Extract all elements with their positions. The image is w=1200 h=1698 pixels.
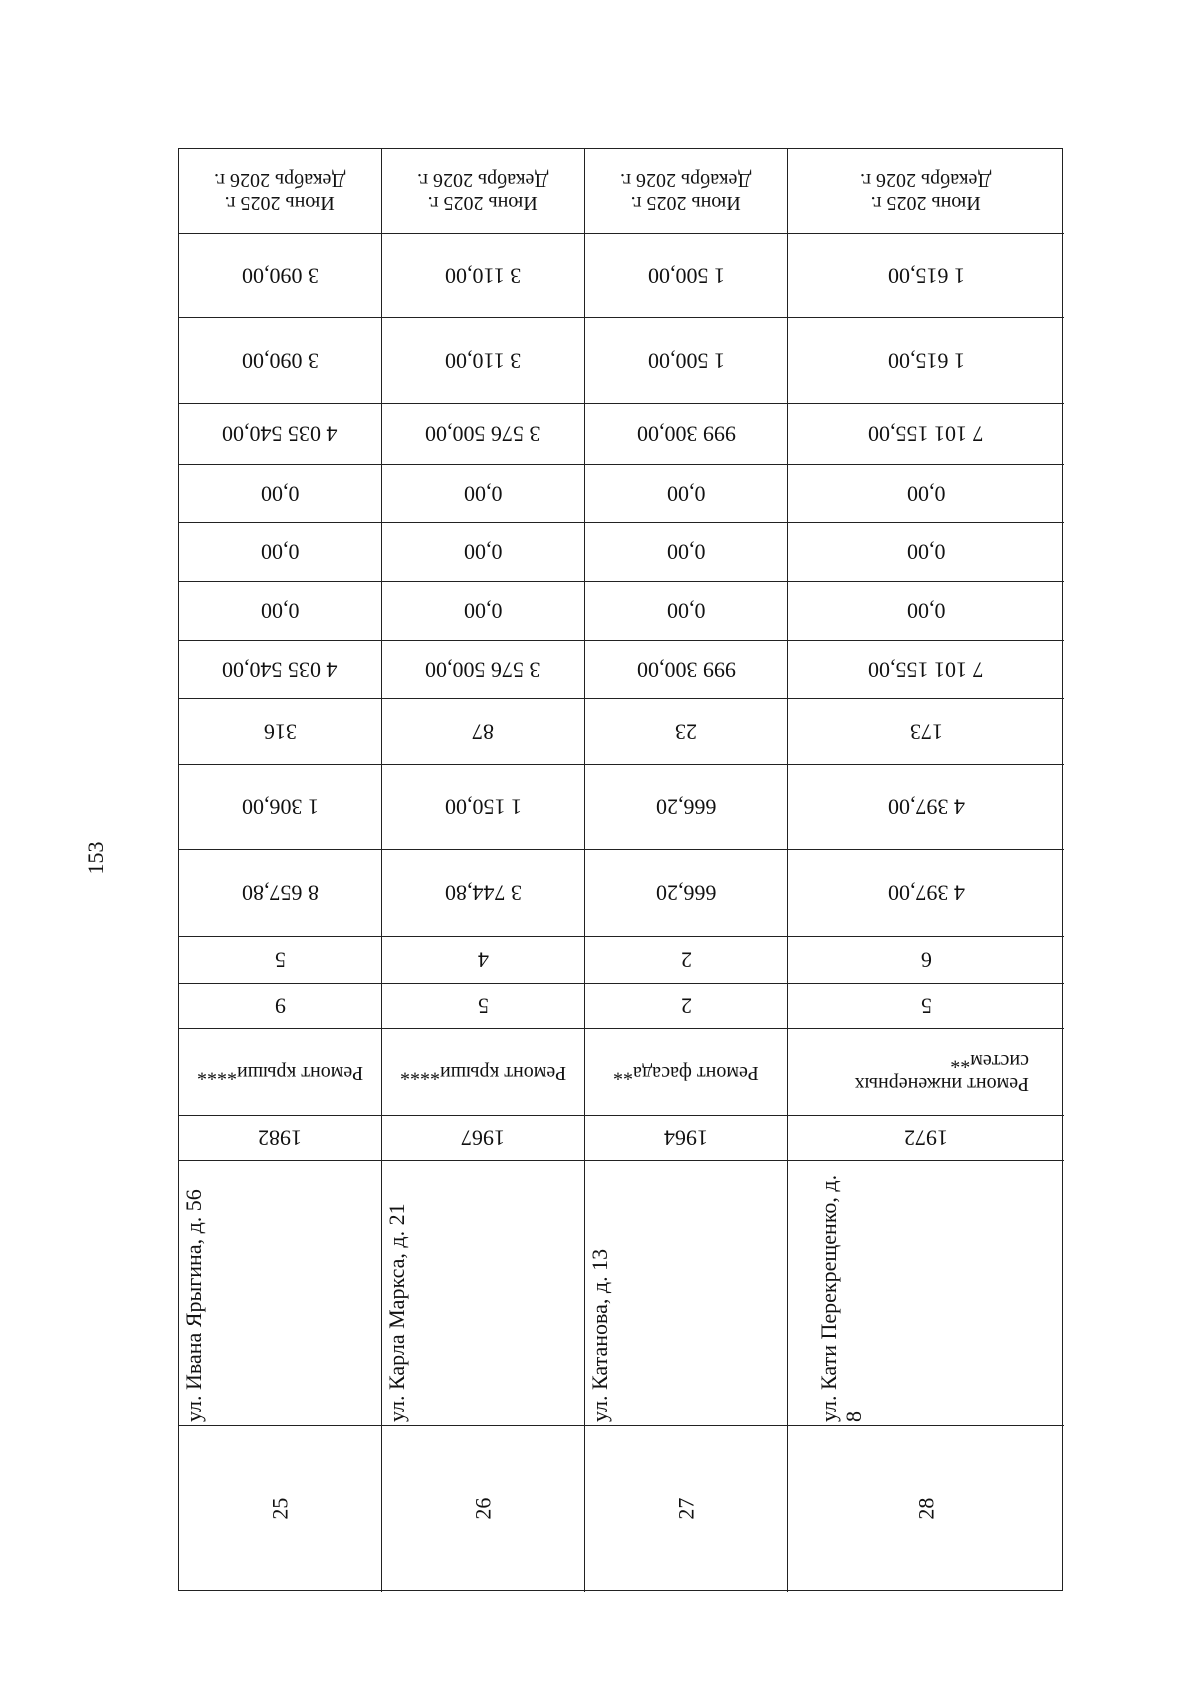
cell-work-28 xyxy=(788,1029,1064,1116)
cell-year-25 xyxy=(179,1116,382,1161)
work-type: Ремонт фасада** xyxy=(613,1061,759,1084)
cell-v-j-25 xyxy=(179,404,382,465)
building-address: ул. Карла Маркса, д. 21 xyxy=(383,1203,409,1422)
value-v-f: 999 300,00 xyxy=(636,657,736,683)
value-v-d: 1 150,00 xyxy=(444,794,522,820)
cell-v-f-26 xyxy=(382,641,585,699)
cell-v-a-26 xyxy=(382,984,585,1029)
value-v-f: 4 035 540,00 xyxy=(222,657,338,683)
cell-v-c-25 xyxy=(179,850,382,937)
cell-v-a-28 xyxy=(788,984,1064,1029)
value-v-l: 1 500,00 xyxy=(647,263,725,289)
cell-v-l-25 xyxy=(179,234,382,318)
cell-v-b-27 xyxy=(585,937,788,984)
value-v-j: 7 101 155,00 xyxy=(868,421,984,447)
cell-v-a-27 xyxy=(585,984,788,1029)
value-v-e: 173 xyxy=(909,719,943,745)
cell-v-d-27 xyxy=(585,765,788,850)
value-v-b: 5 xyxy=(274,947,286,973)
cell-period-27 xyxy=(585,149,788,234)
value-v-c: 3 744,80 xyxy=(444,880,522,906)
value-v-c: 666,20 xyxy=(655,880,717,906)
cell-v-d-28 xyxy=(788,765,1064,850)
value-v-g: 0,00 xyxy=(260,598,300,624)
building-address: ул. Ивана Ярыгина, д. 56 xyxy=(180,1189,206,1422)
cell-period-25 xyxy=(179,149,382,234)
cell-v-j-28 xyxy=(788,404,1064,465)
value-v-k: 1 615,00 xyxy=(887,348,965,374)
work-period xyxy=(417,168,548,214)
cell-v-e-27 xyxy=(585,699,788,765)
cell-v-b-25 xyxy=(179,937,382,984)
value-year: 1982 xyxy=(258,1125,302,1151)
value-v-a: 9 xyxy=(274,993,286,1019)
cell-v-f-28 xyxy=(788,641,1064,699)
value-v-j: 4 035 540,00 xyxy=(222,421,338,447)
building-address: ул. Катанова, д. 13 xyxy=(586,1248,612,1422)
period-end: Декабрь 2026 г. xyxy=(860,169,992,191)
cell-v-h-25 xyxy=(179,523,382,582)
row-number: 27 xyxy=(673,1497,699,1520)
cell-num-28 xyxy=(788,1426,1064,1592)
cell-v-c-28 xyxy=(788,850,1064,937)
value-year: 1964 xyxy=(664,1125,708,1151)
cell-v-l-26 xyxy=(382,234,585,318)
cell-work-26 xyxy=(382,1029,585,1116)
value-v-c: 8 657,80 xyxy=(241,880,319,906)
row-number: 28 xyxy=(913,1497,939,1520)
cell-work-25 xyxy=(179,1029,382,1116)
repair-schedule-table xyxy=(178,148,1063,1591)
work-period xyxy=(620,168,751,214)
cell-v-j-26 xyxy=(382,404,585,465)
value-v-b: 2 xyxy=(680,947,692,973)
value-v-l: 3 090,00 xyxy=(241,263,319,289)
value-v-d: 4 397,00 xyxy=(887,794,965,820)
building-address: ул. Кати Перекрещенко, д. 8 xyxy=(816,1174,867,1422)
value-v-h: 0,00 xyxy=(906,539,946,565)
period-start: Июнь 2025 г. xyxy=(630,192,742,214)
work-type: Ремонт инженерных систем** xyxy=(854,1050,1029,1095)
period-start: Июнь 2025 г. xyxy=(224,192,336,214)
cell-year-26 xyxy=(382,1116,585,1161)
cell-v-i-25 xyxy=(179,465,382,523)
work-type: Ремонт крыши**** xyxy=(399,1061,567,1084)
cell-v-j-27 xyxy=(585,404,788,465)
cell-v-h-26 xyxy=(382,523,585,582)
cell-address-27 xyxy=(585,1161,788,1426)
value-v-j: 3 576 500,00 xyxy=(425,421,541,447)
row-number: 26 xyxy=(470,1497,496,1520)
value-year: 1967 xyxy=(461,1125,505,1151)
cell-v-h-27 xyxy=(585,523,788,582)
value-v-a: 5 xyxy=(920,993,932,1019)
cell-v-i-27 xyxy=(585,465,788,523)
cell-v-l-27 xyxy=(585,234,788,318)
cell-v-d-26 xyxy=(382,765,585,850)
work-period xyxy=(214,168,345,214)
cell-v-k-28 xyxy=(788,318,1064,404)
value-v-g: 0,00 xyxy=(463,598,503,624)
value-v-b: 6 xyxy=(920,947,932,973)
cell-v-k-26 xyxy=(382,318,585,404)
value-year: 1972 xyxy=(904,1125,948,1151)
cell-v-e-28 xyxy=(788,699,1064,765)
cell-v-f-27 xyxy=(585,641,788,699)
cell-period-26 xyxy=(382,149,585,234)
work-period xyxy=(860,168,991,214)
cell-num-26 xyxy=(382,1426,585,1592)
cell-v-k-25 xyxy=(179,318,382,404)
value-v-e: 316 xyxy=(263,719,297,745)
value-v-k: 3 110,00 xyxy=(444,348,522,374)
cell-address-25 xyxy=(179,1161,382,1426)
value-v-h: 0,00 xyxy=(260,539,300,565)
value-v-l: 1 615,00 xyxy=(887,263,965,289)
value-v-i: 0,00 xyxy=(906,481,946,507)
period-start: Июнь 2025 г. xyxy=(427,192,539,214)
value-v-g: 0,00 xyxy=(666,598,706,624)
cell-v-e-26 xyxy=(382,699,585,765)
value-v-g: 0,00 xyxy=(906,598,946,624)
cell-year-28 xyxy=(788,1116,1064,1161)
value-v-e: 23 xyxy=(675,719,697,745)
cell-num-25 xyxy=(179,1426,382,1592)
page-number: 153 xyxy=(83,841,108,875)
cell-v-h-28 xyxy=(788,523,1064,582)
value-v-c: 4 397,00 xyxy=(887,880,965,906)
cell-v-f-25 xyxy=(179,641,382,699)
value-v-e: 87 xyxy=(472,719,494,745)
period-end: Декабрь 2026 г. xyxy=(417,169,549,191)
value-v-d: 1 306,00 xyxy=(241,794,319,820)
value-v-l: 3 110,00 xyxy=(444,263,522,289)
value-v-f: 7 101 155,00 xyxy=(868,657,984,683)
row-number: 25 xyxy=(267,1497,293,1520)
cell-v-g-25 xyxy=(179,582,382,641)
period-end: Декабрь 2026 г. xyxy=(620,169,752,191)
value-v-b: 4 xyxy=(477,947,489,973)
cell-v-b-26 xyxy=(382,937,585,984)
cell-v-i-26 xyxy=(382,465,585,523)
cell-v-e-25 xyxy=(179,699,382,765)
cell-v-g-27 xyxy=(585,582,788,641)
value-v-i: 0,00 xyxy=(666,481,706,507)
value-v-j: 999 300,00 xyxy=(636,421,736,447)
cell-period-28 xyxy=(788,149,1064,234)
cell-num-27 xyxy=(585,1426,788,1592)
cell-v-d-25 xyxy=(179,765,382,850)
value-v-k: 3 090,00 xyxy=(241,348,319,374)
value-v-h: 0,00 xyxy=(463,539,503,565)
cell-v-i-28 xyxy=(788,465,1064,523)
period-start: Июнь 2025 г. xyxy=(870,192,982,214)
cell-work-27 xyxy=(585,1029,788,1116)
cell-v-g-28 xyxy=(788,582,1064,641)
work-type: Ремонт крыши**** xyxy=(196,1061,364,1084)
cell-v-b-28 xyxy=(788,937,1064,984)
cell-v-k-27 xyxy=(585,318,788,404)
period-end: Декабрь 2026 г. xyxy=(214,169,346,191)
cell-v-c-26 xyxy=(382,850,585,937)
value-v-d: 666,20 xyxy=(655,794,717,820)
cell-v-a-25 xyxy=(179,984,382,1029)
cell-address-28 xyxy=(788,1161,1064,1426)
value-v-a: 2 xyxy=(680,993,692,1019)
cell-v-g-26 xyxy=(382,582,585,641)
cell-v-l-28 xyxy=(788,234,1064,318)
value-v-i: 0,00 xyxy=(463,481,503,507)
value-v-f: 3 576 500,00 xyxy=(425,657,541,683)
cell-year-27 xyxy=(585,1116,788,1161)
cell-address-26 xyxy=(382,1161,585,1426)
value-v-h: 0,00 xyxy=(666,539,706,565)
value-v-i: 0,00 xyxy=(260,481,300,507)
value-v-a: 5 xyxy=(477,993,489,1019)
cell-v-c-27 xyxy=(585,850,788,937)
value-v-k: 1 500,00 xyxy=(647,348,725,374)
